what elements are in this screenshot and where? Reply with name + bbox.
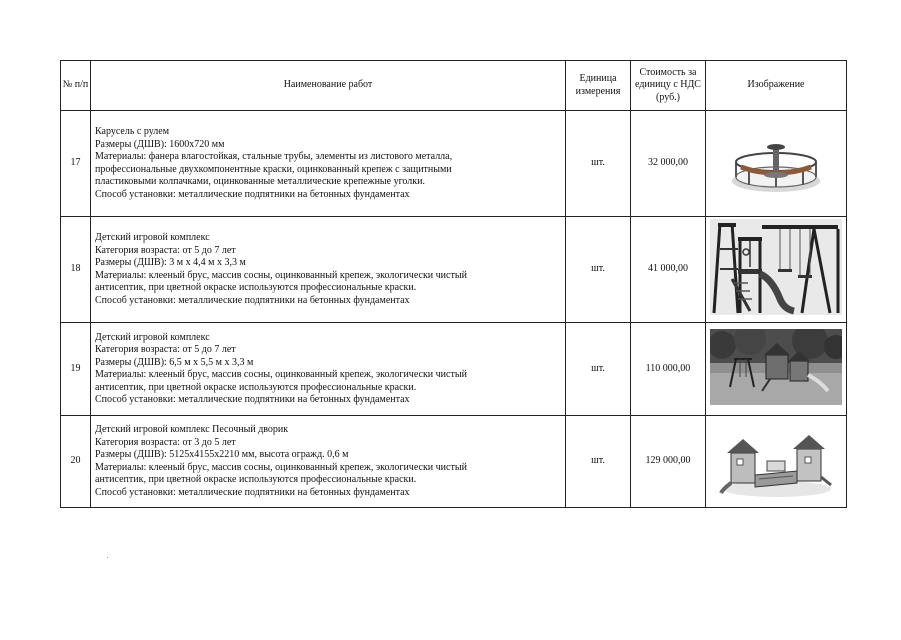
- row-description: [91, 111, 566, 217]
- description-line: профессиональные двухкомпонентные краски, оцинкованный крепеж с защитными: [95, 163, 452, 175]
- row-image-cell: [706, 323, 847, 416]
- header-unit: Единица измерения: [566, 61, 631, 111]
- description-line: Размеры (ДШВ): 6,5 м х 5,5 м х 3,3 м: [95, 356, 254, 368]
- row-description: [91, 323, 566, 416]
- row-image-cell: [706, 416, 847, 508]
- description-line: Материалы: клееный брус, массив сосны, оцинкованный крепеж, экологически чистый: [95, 369, 467, 380]
- row-price: 41 000,00: [631, 217, 706, 323]
- description-line: пластиковыми колпачками, оцинкованные металлические крепежные уголки.: [95, 176, 426, 187]
- page-mark: [107, 557, 108, 558]
- description-line: Категория возраста: от 5 до 7 лет: [95, 244, 236, 256]
- table-row: [61, 217, 847, 323]
- description-line: Способ установки: металлические подпятники на бетонных фундаментах: [95, 188, 410, 200]
- description-line: Способ установки: металлические подпятники на бетонных фундаментах: [95, 486, 410, 498]
- playground-photo-image: [710, 329, 842, 405]
- description-line: антисептик, при цветной окраске используются профессиональные краски.: [95, 381, 417, 393]
- table-row: [61, 111, 847, 217]
- description-line: антисептик, при цветной окраске используются профессиональные краски.: [95, 474, 417, 485]
- swing-slide-complex-image: [710, 219, 842, 315]
- row-unit: шт.: [566, 217, 631, 323]
- description-line: Размеры (ДШВ): 5125x4155x2210 мм, высота огражд. 0,6 м: [95, 449, 349, 460]
- description-line: антисептик, при цветной окраске используются профессиональные краски.: [95, 282, 417, 293]
- header-name: Наименование работ: [91, 61, 566, 111]
- row-unit: шт.: [566, 323, 631, 416]
- row-image-cell: [706, 217, 847, 323]
- header-image: Изображение: [706, 61, 847, 111]
- price-table: [60, 60, 847, 508]
- description-line: Материалы: клееный брус, массив сосны, оцинкованный крепеж, экологически чистый: [95, 461, 467, 473]
- table-row: [61, 323, 847, 416]
- description-line: Категория возраста: от 3 до 5 лет: [95, 436, 236, 448]
- row-description: [91, 416, 566, 508]
- description-line: Детский игровой комплекс: [95, 232, 210, 243]
- row-unit: шт.: [566, 416, 631, 508]
- description-line: Материалы: клееный брус, массив сосны, оцинкованный крепеж, экологически чистый: [95, 269, 467, 281]
- carousel-image: [727, 115, 825, 207]
- row-description: [91, 217, 566, 323]
- description-line: Детский игровой комплекс Песочный дворик: [95, 424, 289, 435]
- description-line: Материалы: фанера влагостойкая, стальные трубы, элементы из листового металла,: [95, 151, 453, 162]
- description-line: Способ установки: металлические подпятники на бетонных фундаментах: [95, 294, 410, 306]
- row-price: 110 000,00: [631, 323, 706, 416]
- row-number: 20: [61, 416, 91, 508]
- table-row: [61, 416, 847, 508]
- header-price: Стоимость за единицу с НДС (руб.): [631, 61, 706, 111]
- description-line: Категория возраста: от 5 до 7 лет: [95, 344, 236, 355]
- description-line: Карусель с рулем: [95, 126, 170, 137]
- description-line: Способ установки: металлические подпятники на бетонных фундаментах: [95, 394, 410, 405]
- description-line: Детский игровой комплекс: [95, 331, 210, 343]
- row-image-cell: [706, 111, 847, 217]
- description-line: Размеры (ДШВ): 1600x720 мм: [95, 138, 225, 150]
- table-header-row: [61, 61, 847, 111]
- header-num: № п/п: [61, 61, 91, 111]
- row-price: 32 000,00: [631, 111, 706, 217]
- sand-yard-complex-image: [717, 417, 835, 501]
- description-line: Размеры (ДШВ): 3 м х 4,4 м х 3,3 м: [95, 257, 246, 268]
- row-unit: шт.: [566, 111, 631, 217]
- row-number: 19: [61, 323, 91, 416]
- row-price: 129 000,00: [631, 416, 706, 508]
- row-number: 17: [61, 111, 91, 217]
- row-number: 18: [61, 217, 91, 323]
